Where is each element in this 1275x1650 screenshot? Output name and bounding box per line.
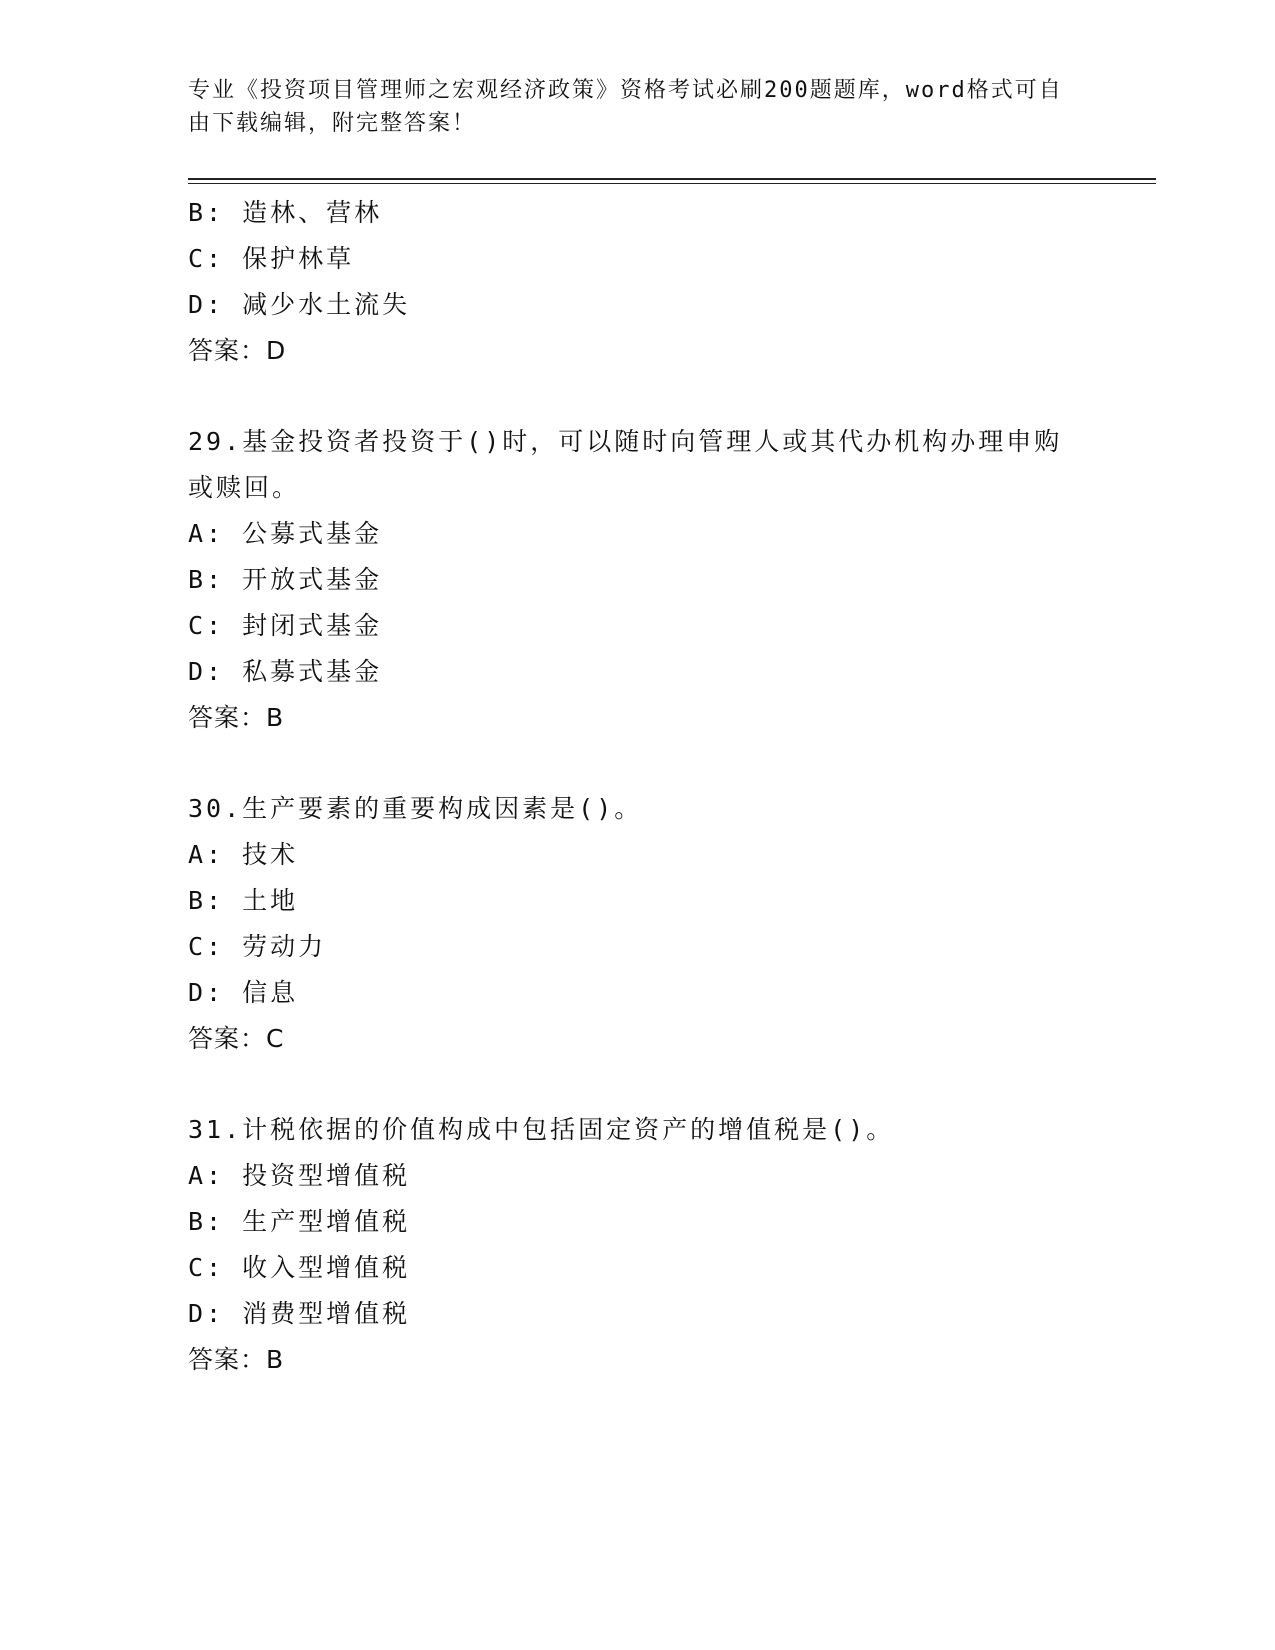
option-b: B: 生产型增值税 — [188, 1207, 411, 1236]
question-block-partial — [188, 190, 1088, 374]
question-text: 30.生产要素的重要构成因素是()。 — [188, 794, 643, 823]
answer-line: 答案：C — [188, 1024, 285, 1053]
option-b: B: 开放式基金 — [188, 565, 383, 594]
question-block-31 — [188, 1107, 1088, 1383]
option-c: C: 保护林草 — [188, 244, 355, 273]
option-d: D: 私募式基金 — [188, 657, 383, 686]
document-header — [188, 74, 1068, 140]
header-divider-thick — [188, 178, 1156, 180]
answer-line: 答案：B — [188, 703, 285, 732]
question-list — [188, 190, 1088, 1383]
option-b: B: 土地 — [188, 886, 299, 915]
question-text: 31.计税依据的价值构成中包括固定资产的增值税是()。 — [188, 1115, 895, 1144]
document-title: 专业《投资项目管理师之宏观经济政策》资格考试必刷200题题库，word格式可自由下载编辑，附完整答案！ — [188, 78, 1063, 136]
option-c: C: 封闭式基金 — [188, 611, 383, 640]
answer-line: 答案：B — [188, 1345, 285, 1374]
option-b: B: 造林、营林 — [188, 198, 383, 227]
header-divider-thin — [188, 183, 1156, 184]
question-block-29 — [188, 419, 1088, 741]
option-c: C: 收入型增值税 — [188, 1253, 411, 1282]
option-a: A: 技术 — [188, 840, 299, 869]
question-block-30 — [188, 786, 1088, 1062]
answer-line: 答案：D — [188, 336, 287, 365]
option-a: A: 投资型增值税 — [188, 1161, 411, 1190]
option-a: A: 公募式基金 — [188, 519, 383, 548]
option-d: D: 信息 — [188, 978, 299, 1007]
option-d: D: 消费型增值税 — [188, 1299, 411, 1328]
question-text: 29.基金投资者投资于()时，可以随时向管理人或其代办机构办理申购或赎回。 — [188, 427, 1063, 502]
option-c: C: 劳动力 — [188, 932, 327, 961]
option-d: D: 减少水土流失 — [188, 290, 411, 319]
